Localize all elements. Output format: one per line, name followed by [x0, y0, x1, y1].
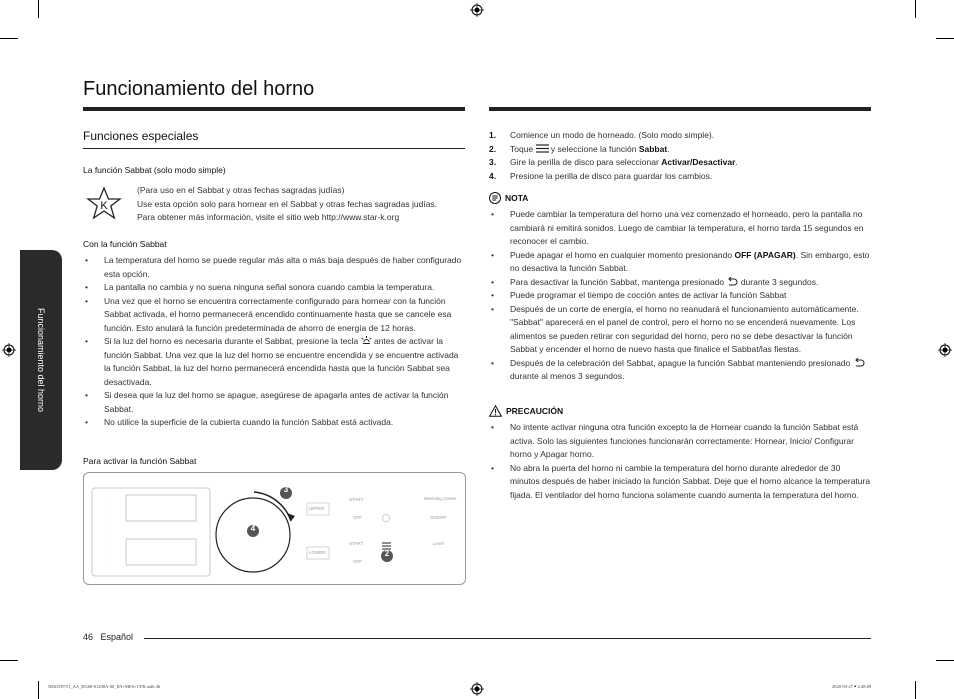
step-bold: Activar/Desactivar [661, 157, 736, 167]
step-number: 3. [489, 157, 497, 167]
sabbat-intro-line: (Para uso en el Sabbat y otras fechas sagradas judías) [137, 185, 345, 195]
control-panel-drawing [84, 473, 465, 584]
step-text: Presione la perilla de disco para guardar los cambios. [510, 170, 713, 181]
sabbat-intro-line: Para obtener más información, visite el sitio web http://www.star-k.org [137, 212, 400, 222]
start-lower-label: START [349, 541, 364, 546]
print-footer-left: NE63T8751_AA_DG68-01208A-00_EN+MES+CFR.indb 46 [48, 684, 161, 689]
step-text: Toque [510, 143, 534, 154]
step-text: . [667, 143, 670, 154]
step-text: . [735, 157, 738, 167]
list-item: • La temperatura del horno se puede regular más alta o más baja después de haber configurado esta opción. [83, 254, 463, 281]
sabbat-intro-line: Use esta opción solo para hornear en el Sabbat y otras fechas sagradas judías. [137, 198, 438, 209]
crop-mark [38, 681, 39, 699]
crop-mark [936, 38, 954, 39]
warming-center-label: Warming Center [424, 496, 457, 501]
step-text: Comience un modo de horneado. (Solo modo simple). [510, 130, 715, 140]
note-icon [489, 192, 501, 204]
side-tab [20, 250, 62, 470]
list-item: • No intente activar ninguna otra función excepto la de Hornear cuando la función Sabbat está activa. Solo las siguientes funciones funcionarán correctamente: Hornear, Inicio/ Configurar horno y Apagar horno. [489, 421, 871, 462]
con-title: Con la función Sabbat [83, 239, 167, 249]
list-item: • Puede programar el tiempo de cocción antes de activar la función Sabbat [489, 289, 871, 303]
precaucion-heading [489, 405, 563, 417]
list-item-text: Después de la celebración del Sabbat, apague la función Sabbat manteniendo presionado [510, 357, 851, 368]
step-text: Gire la perilla de disco para seleccionar [510, 157, 659, 167]
page-number: 46 [83, 632, 94, 642]
star-k-letter: K [100, 200, 108, 212]
list-item-text: durante 3 segundos. [740, 276, 819, 287]
list-item-text: Puede apagar el horno en cualquier momento presionando [510, 249, 733, 260]
star-k-logo-icon [86, 186, 122, 222]
steps-list [489, 129, 871, 183]
crop-mark [0, 38, 18, 39]
callout-3: 3 [283, 485, 289, 494]
sabbat-title: La función Sabbat (solo modo simple) [83, 165, 226, 175]
side-tab-label: Funcionamiento del horno [36, 307, 46, 413]
back-icon [853, 358, 865, 367]
precaucion-label: PRECAUCIÓN [506, 406, 564, 416]
registration-mark-icon [938, 343, 952, 357]
nota-list [489, 208, 871, 384]
list-item: • Una vez que el horno se encuentra correctamente configurado para hornear con la función Sabbat activada, el horno permanecerá encendido continuamente hasta que se cancele esa función. Esto anulará la función predeterminada de ahorro de energía de 12 horas. [83, 295, 463, 336]
upper-label: UPPER [309, 506, 325, 511]
title-rule-left [83, 107, 465, 111]
section-rule [83, 148, 465, 149]
level-label: Level [433, 541, 444, 546]
crop-mark [38, 0, 39, 18]
off-lower-label: OFF [353, 559, 362, 564]
section-heading: Funciones especiales [83, 129, 199, 143]
step-number: 1. [489, 130, 497, 140]
back-icon [726, 277, 738, 286]
menu-icon [536, 144, 549, 153]
con-list [83, 254, 463, 430]
step-item [489, 156, 871, 170]
step-item [489, 129, 871, 143]
step-text: y seleccione la función [550, 143, 637, 154]
list-item-text: Para desactivar la función Sabbat, mantenga presionado [510, 276, 725, 287]
sabbat-intro [137, 184, 467, 225]
precaucion-list [489, 421, 871, 502]
warning-icon [489, 405, 502, 417]
callout-4: 4 [250, 524, 256, 533]
start-upper-label: START [349, 497, 364, 502]
crop-mark [936, 660, 954, 661]
on-off-label: ON/OFF [430, 515, 447, 520]
list-item-text: . Sin embargo, esto no desactiva la función Sabbat. [510, 249, 870, 273]
list-item [489, 249, 871, 276]
activar-title: Para activar la función Sabbat [83, 456, 197, 466]
control-panel-illustration [83, 472, 466, 585]
list-item-text: durante al menos 3 segundos. [510, 371, 625, 381]
page-title: Funcionamiento del horno [83, 78, 315, 100]
list-item: • Si desea que la luz del horno se apague, asegúrese de apagarla antes de activar la función Sabbat. [83, 389, 463, 416]
page-footer [83, 632, 133, 642]
list-item-text: antes de activar la función Sabbat. Una vez que la luz del horno se encuentre encendida y se encuentre activada la función Sabbat, la luz del horno permanecerá encendida hasta que la función Sabbat sea desactivada. [104, 336, 459, 387]
list-item-bold: OFF (APAGAR) [734, 249, 796, 260]
list-item: • No utilice la superficie de la cubierta cuando la función Sabbat está activada. [83, 416, 463, 430]
list-item [489, 357, 871, 384]
list-item-text: Si la luz del horno es necesaria durante el Sabbat, presione la tecla [104, 336, 359, 346]
registration-mark-icon [470, 3, 484, 17]
step-number: 2. [489, 143, 497, 154]
list-item: • No abra la puerta del horno ni cambie la temperatura del horno durante alrededor de 30 minutos después de haber iniciado la función Sabbat. Deje que el horno alcance la temperatura fijada. El ventilador del horno funciona solamente cuando aumenta la temperatura del horno. [489, 462, 871, 503]
list-item: • Después de un corte de energía, el horno no reanudará el funcionamiento automáticamente. "Sabbat" aparecerá en el panel de control, pero el horno no se encenderá nuevamente. Los alimentos se pueden retirar con seguridad del horno, pero no se debe desactivar la función Sabbat y encender el horno de nuevo hasta que finalice el Sabbat/las fiestas. [489, 303, 871, 357]
lower-label: LOWER [309, 550, 326, 555]
step-number: 4. [489, 170, 497, 181]
footer-language: Español [100, 632, 134, 642]
list-item [489, 276, 871, 290]
title-rule-right [489, 107, 871, 111]
step-bold: Sabbat [638, 143, 668, 154]
off-upper-label: OFF [353, 515, 362, 520]
footer-rule [144, 638, 871, 639]
registration-mark-icon [470, 682, 484, 696]
crop-mark [915, 681, 916, 699]
print-footer-right: 2020-03-27 ￭ 2:48:09 [832, 684, 872, 689]
registration-mark-icon [2, 343, 16, 357]
list-item: • La pantalla no cambia y no suena ninguna señal sonora cuando cambia la temperatura. [83, 281, 463, 295]
step-item [489, 170, 871, 184]
crop-mark [915, 0, 916, 18]
list-item: • Puede cambiar la temperatura del horno una vez comenzado el horneado, pero la pantalla no cambiará ni emitirá sonidos. Luego de cambiar la temperatura, el horno tarda 15 segundos en reconocer el cambio. [489, 208, 871, 249]
step-item [489, 143, 871, 157]
nota-label: NOTA [505, 193, 529, 203]
light-icon [361, 336, 372, 345]
list-item [83, 335, 463, 389]
callout-2: 2 [384, 549, 390, 558]
crop-mark [0, 660, 18, 661]
nota-heading [489, 192, 528, 204]
